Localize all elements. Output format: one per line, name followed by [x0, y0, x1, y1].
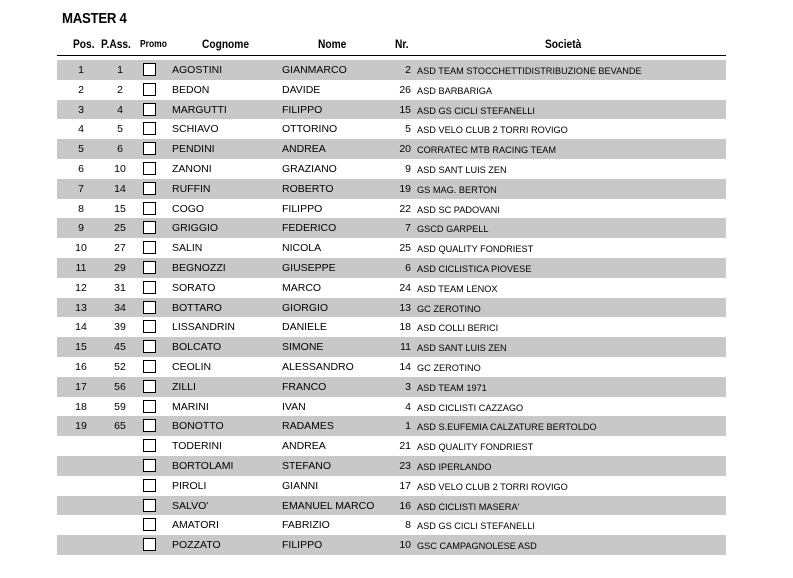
- nome-cell: NICOLA: [282, 242, 322, 255]
- pass-cell: 52: [114, 360, 126, 373]
- pos-cell: 14: [75, 321, 87, 334]
- societa-cell: GSCD GARPELL: [417, 224, 489, 235]
- pass-cell: 4: [117, 103, 123, 116]
- nr-cell: 14: [399, 360, 411, 373]
- societa-cell: ASD S.EUFEMIA CALZATURE BERTOLDO: [417, 422, 597, 433]
- cognome-cell: RUFFIN: [172, 182, 211, 195]
- societa-cell: GC ZEROTINO: [417, 303, 481, 314]
- pass-cell: 14: [114, 182, 126, 195]
- cognome-cell: BONOTTO: [172, 420, 224, 433]
- societa-cell: ASD QUALITY FONDRIEST: [417, 442, 534, 453]
- pos-cell: 19: [75, 420, 87, 433]
- nr-cell: 21: [399, 440, 411, 453]
- promo-checkbox[interactable]: [143, 202, 156, 215]
- table-row: [57, 60, 726, 80]
- table-row: [57, 100, 726, 120]
- societa-cell: ASD TEAM STOCCHETTIDISTRIBUZIONE BEVANDE: [417, 66, 642, 76]
- nome-cell: FEDERICO: [282, 222, 337, 235]
- cognome-cell: BOTTARO: [172, 301, 222, 314]
- nr-cell: 19: [399, 182, 411, 195]
- societa-cell: ASD COLLI BERICI: [417, 323, 499, 334]
- promo-checkbox[interactable]: [143, 63, 156, 76]
- cognome-cell: PIROLI: [172, 479, 207, 492]
- nome-cell: ALESSANDRO: [282, 360, 354, 373]
- nome-cell: SIMONE: [282, 341, 324, 354]
- promo-checkbox[interactable]: [143, 380, 156, 393]
- table-row: [57, 416, 726, 436]
- pos-cell: 9: [78, 222, 84, 235]
- promo-checkbox[interactable]: [143, 182, 156, 195]
- nome-cell: GIORGIO: [282, 301, 329, 314]
- promo-checkbox[interactable]: [143, 281, 156, 294]
- table-row: [57, 535, 726, 555]
- societa-cell: GS MAG. BERTON: [417, 184, 497, 195]
- nr-cell: 23: [399, 459, 411, 472]
- nome-cell: FRANCO: [282, 380, 327, 393]
- societa-cell: ASD SANT LUIS ZEN: [417, 343, 507, 354]
- societa-cell: ASD SC PADOVANI: [417, 204, 500, 215]
- pos-cell: 13: [75, 301, 87, 314]
- promo-checkbox[interactable]: [143, 518, 156, 531]
- nome-cell: ANDREA: [282, 143, 326, 156]
- nr-cell: 26: [399, 83, 411, 96]
- promo-checkbox[interactable]: [143, 103, 156, 116]
- table-row: [57, 218, 726, 238]
- header-societa: Società: [545, 37, 582, 51]
- nome-cell: RADAMES: [282, 420, 334, 433]
- pos-cell: 18: [75, 400, 87, 413]
- nr-cell: 15: [399, 103, 411, 116]
- promo-checkbox[interactable]: [143, 400, 156, 413]
- pos-cell: 7: [78, 182, 84, 195]
- nr-cell: 1: [405, 420, 411, 433]
- nr-cell: 25: [399, 242, 411, 255]
- nome-cell: FILIPPO: [282, 202, 323, 215]
- pos-cell: 5: [78, 143, 84, 156]
- header-pos: Pos.: [73, 37, 95, 51]
- nr-cell: 8: [405, 519, 411, 532]
- promo-checkbox[interactable]: [143, 301, 156, 314]
- pass-cell: 56: [114, 380, 126, 393]
- promo-checkbox[interactable]: [143, 479, 156, 492]
- cognome-cell: SORATO: [172, 281, 216, 294]
- pos-cell: 15: [75, 341, 87, 354]
- pos-cell: 16: [75, 360, 87, 373]
- table-row: [57, 199, 726, 219]
- promo-checkbox[interactable]: [143, 162, 156, 175]
- societa-cell: ASD TEAM 1971: [417, 382, 487, 393]
- pass-cell: 39: [114, 321, 126, 334]
- nome-cell: EMANUEL MARCO: [282, 499, 375, 512]
- promo-checkbox[interactable]: [143, 261, 156, 274]
- nome-cell: GIANMARCO: [282, 64, 347, 76]
- nome-cell: FILIPPO: [282, 103, 323, 116]
- table-row: [57, 80, 726, 100]
- promo-checkbox[interactable]: [143, 122, 156, 135]
- societa-cell: CORRATEC MTB RACING TEAM: [417, 145, 557, 156]
- table-row: [57, 357, 726, 377]
- societa-cell: ASD GS CICLI STEFANELLI: [417, 105, 535, 116]
- table-row: [57, 119, 726, 139]
- nome-cell: GRAZIANO: [282, 162, 337, 175]
- nome-cell: STEFANO: [282, 459, 332, 472]
- nome-cell: GIUSEPPE: [282, 261, 336, 274]
- nome-cell: ANDREA: [282, 440, 326, 453]
- table-row: [57, 377, 726, 397]
- pos-cell: 4: [78, 123, 84, 136]
- societa-cell: GC ZEROTINO: [417, 362, 481, 373]
- pass-cell: 10: [114, 162, 126, 175]
- pass-cell: 5: [117, 123, 123, 136]
- nr-cell: 2: [405, 64, 411, 76]
- cognome-cell: AMATORI: [172, 519, 219, 532]
- pos-cell: 8: [78, 202, 84, 215]
- promo-checkbox[interactable]: [143, 142, 156, 155]
- nome-cell: DANIELE: [282, 321, 327, 334]
- societa-cell: GSC CAMPAGNOLESE ASD: [417, 541, 537, 552]
- cognome-cell: TODERINI: [172, 440, 222, 453]
- pos-cell: 3: [78, 103, 84, 116]
- nr-cell: 11: [400, 341, 411, 354]
- nome-cell: ROBERTO: [282, 182, 334, 195]
- pos-cell: 11: [75, 261, 87, 274]
- pass-cell: 34: [114, 301, 126, 314]
- societa-cell: ASD VELO CLUB 2 TORRI ROVIGO: [417, 481, 568, 492]
- nr-cell: 9: [405, 162, 411, 175]
- nr-cell: 6: [405, 261, 411, 274]
- header-divider: [57, 55, 726, 56]
- promo-checkbox[interactable]: [143, 360, 156, 373]
- societa-cell: ASD QUALITY FONDRIEST: [417, 244, 534, 255]
- pass-cell: 45: [114, 341, 126, 354]
- promo-checkbox[interactable]: [143, 499, 156, 512]
- pass-cell: 29: [114, 261, 126, 274]
- nome-cell: DAVIDE: [282, 83, 321, 96]
- cognome-cell: MARGUTTI: [172, 103, 227, 116]
- nr-cell: 5: [405, 123, 411, 136]
- table-row: [57, 456, 726, 476]
- nome-cell: MARCO: [282, 281, 322, 294]
- pos-cell: 1: [78, 64, 84, 76]
- results-table: [57, 60, 726, 555]
- nr-cell: 17: [399, 479, 411, 492]
- nome-cell: FABRIZIO: [282, 519, 330, 532]
- table-row: [57, 139, 726, 159]
- cognome-cell: POZZATO: [172, 539, 221, 552]
- cognome-cell: BOLCATO: [172, 341, 222, 354]
- table-row: [57, 515, 726, 535]
- pass-cell: 6: [117, 143, 123, 156]
- nr-cell: 10: [399, 539, 411, 552]
- cognome-cell: BEGNOZZI: [172, 261, 226, 274]
- promo-checkbox[interactable]: [143, 320, 156, 333]
- cognome-cell: COGO: [172, 202, 205, 215]
- promo-checkbox[interactable]: [143, 221, 156, 234]
- societa-cell: ASD GS CICLI STEFANELLI: [417, 521, 535, 532]
- cognome-cell: AGOSTINI: [172, 64, 223, 76]
- societa-cell: ASD CICLISTI MASERA': [417, 501, 520, 512]
- nome-cell: FILIPPO: [282, 539, 323, 552]
- promo-checkbox[interactable]: [143, 83, 156, 96]
- societa-cell: ASD CICLISTI CAZZAGO: [417, 402, 524, 413]
- societa-cell: ASD TEAM LENOX: [417, 283, 498, 294]
- pass-cell: 31: [114, 281, 126, 294]
- pass-cell: 1: [117, 64, 123, 76]
- cognome-cell: ZANONI: [172, 162, 212, 175]
- nr-cell: 18: [399, 321, 411, 334]
- table-row: [57, 476, 726, 496]
- pos-cell: 6: [78, 162, 84, 175]
- promo-checkbox[interactable]: [143, 340, 156, 353]
- cognome-cell: SALIN: [172, 242, 203, 255]
- cognome-cell: ZILLI: [172, 380, 196, 393]
- cognome-cell: CEOLIN: [172, 360, 212, 373]
- societa-cell: ASD VELO CLUB 2 TORRI ROVIGO: [417, 125, 568, 136]
- societa-cell: ASD CICLISTICA PIOVESE: [417, 263, 532, 274]
- page-title: MASTER 4: [62, 10, 127, 27]
- table-row: [57, 298, 726, 318]
- nome-cell: IVAN: [282, 400, 306, 413]
- promo-checkbox[interactable]: [143, 419, 156, 432]
- promo-checkbox[interactable]: [143, 241, 156, 254]
- nr-cell: 22: [399, 202, 411, 215]
- table-row: [57, 436, 726, 456]
- header-pass: P.Ass.: [101, 37, 131, 51]
- societa-cell: ASD IPERLANDO: [417, 461, 492, 472]
- societa-cell: ASD SANT LUIS ZEN: [417, 164, 507, 175]
- cognome-cell: SCHIAVO: [172, 123, 219, 136]
- promo-checkbox[interactable]: [143, 459, 156, 472]
- pass-cell: 59: [114, 400, 126, 413]
- cognome-cell: MARINI: [172, 400, 209, 413]
- nr-cell: 24: [399, 281, 411, 294]
- table-row: [57, 317, 726, 337]
- promo-checkbox[interactable]: [143, 538, 156, 551]
- nome-cell: OTTORINO: [282, 123, 338, 136]
- nr-cell: 3: [405, 380, 411, 393]
- pass-cell: 25: [114, 222, 126, 235]
- table-row: [57, 397, 726, 417]
- nr-cell: 16: [399, 499, 411, 512]
- cognome-cell: GRIGGIO: [172, 222, 219, 235]
- header-nome: Nome: [318, 37, 347, 51]
- table-row: [57, 278, 726, 298]
- nr-cell: 13: [399, 301, 411, 314]
- pos-cell: 10: [75, 242, 87, 255]
- pass-cell: 27: [114, 242, 126, 255]
- pass-cell: 2: [117, 83, 123, 96]
- nr-cell: 20: [399, 143, 411, 156]
- cognome-cell: PENDINI: [172, 143, 215, 156]
- pass-cell: 65: [114, 420, 126, 433]
- cognome-cell: BORTOLAMI: [172, 459, 234, 472]
- cognome-cell: LISSANDRIN: [172, 321, 236, 334]
- header-nr: Nr.: [395, 37, 409, 51]
- pos-cell: 2: [78, 83, 84, 96]
- header-promo: Promo: [140, 39, 167, 50]
- cognome-cell: SALVO': [172, 499, 209, 512]
- table-row: [57, 258, 726, 278]
- table-row: [57, 496, 726, 516]
- nome-cell: GIANNI: [282, 479, 319, 492]
- table-row: [57, 179, 726, 199]
- table-row: [57, 337, 726, 357]
- table-row: [57, 238, 726, 258]
- promo-checkbox[interactable]: [143, 439, 156, 452]
- table-row: [57, 159, 726, 179]
- pos-cell: 12: [75, 281, 87, 294]
- nr-cell: 4: [405, 400, 411, 413]
- nr-cell: 7: [405, 222, 411, 235]
- pos-cell: 17: [75, 380, 87, 393]
- cognome-cell: BEDON: [172, 83, 210, 96]
- pass-cell: 15: [114, 202, 126, 215]
- societa-cell: ASD BARBARIGA: [417, 85, 493, 96]
- header-cognome: Cognome: [202, 37, 250, 51]
